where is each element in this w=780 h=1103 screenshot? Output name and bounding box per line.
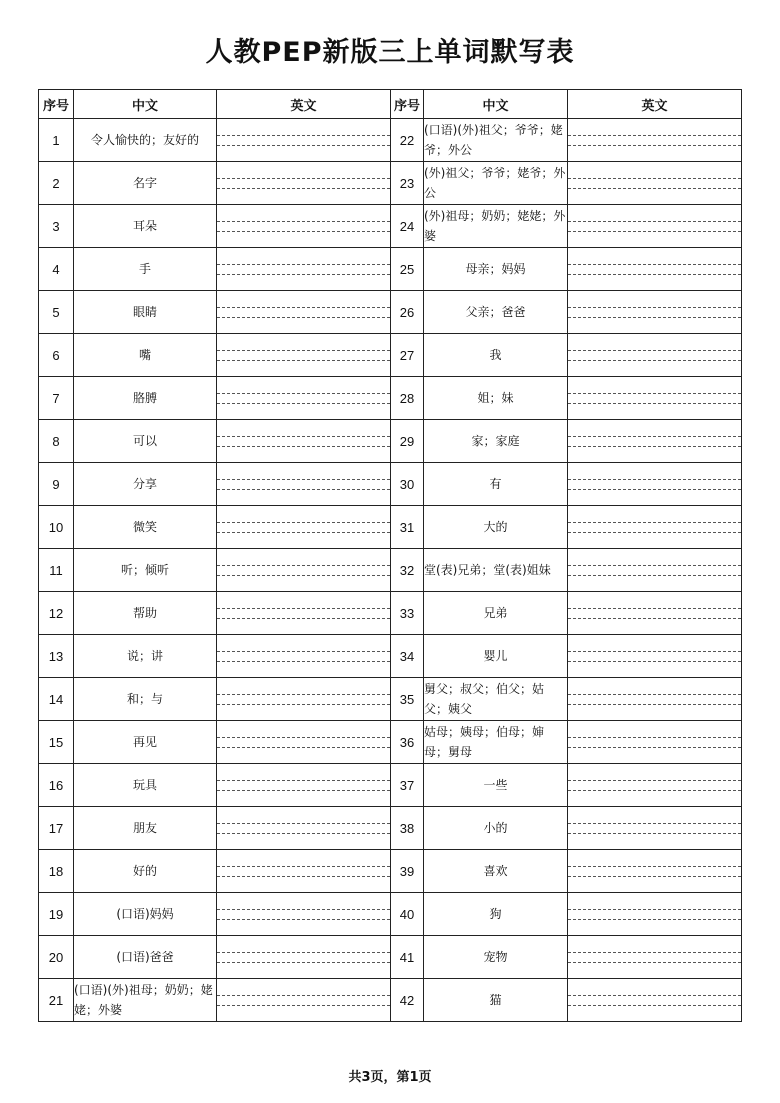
chinese-meaning: 分享 (74, 463, 217, 506)
chinese-meaning: 喜欢 (424, 850, 568, 893)
chinese-meaning: 姑母；姨母；伯母；婶母；舅母 (424, 721, 568, 764)
answer-line (217, 952, 390, 953)
chinese-meaning: 玩具 (74, 764, 217, 807)
english-answer-field[interactable] (217, 205, 391, 248)
answer-line (217, 221, 390, 222)
row-number: 14 (39, 678, 74, 721)
answer-line (568, 350, 741, 351)
chinese-meaning: 兄弟 (424, 592, 568, 635)
chinese-meaning: 嘴 (74, 334, 217, 377)
answer-line (217, 919, 390, 920)
answer-line (568, 833, 741, 834)
answer-line (217, 747, 390, 748)
header-chinese-left: 中文 (74, 90, 217, 119)
english-answer-field[interactable] (568, 248, 742, 291)
row-number: 21 (39, 979, 74, 1022)
answer-line (568, 479, 741, 480)
english-answer-field[interactable] (217, 463, 391, 506)
english-answer-field[interactable] (217, 334, 391, 377)
answer-line (568, 866, 741, 867)
english-answer-field[interactable] (568, 678, 742, 721)
row-number: 10 (39, 506, 74, 549)
row-number: 17 (39, 807, 74, 850)
answer-line (568, 780, 741, 781)
chinese-meaning: (口语)(外)祖母；奶奶；姥姥；外婆 (74, 979, 217, 1022)
answer-line (217, 317, 390, 318)
chinese-meaning: 我 (424, 334, 568, 377)
row-number: 35 (391, 678, 424, 721)
chinese-meaning: 宠物 (424, 936, 568, 979)
row-number: 38 (391, 807, 424, 850)
answer-line (568, 145, 741, 146)
table-row (39, 592, 742, 635)
chinese-meaning: 胳膊 (74, 377, 217, 420)
table-row (39, 162, 742, 205)
table-header-row (39, 90, 742, 119)
answer-line (568, 608, 741, 609)
table-row (39, 678, 742, 721)
answer-line (217, 962, 390, 963)
english-answer-field[interactable] (568, 549, 742, 592)
table-row (39, 119, 742, 162)
row-number: 39 (391, 850, 424, 893)
answer-line (217, 565, 390, 566)
answer-line (217, 446, 390, 447)
row-number: 36 (391, 721, 424, 764)
chinese-meaning: 帮助 (74, 592, 217, 635)
english-answer-field[interactable] (217, 549, 391, 592)
answer-line (217, 350, 390, 351)
chinese-meaning: (外)祖母；奶奶；姥姥；外婆 (424, 205, 568, 248)
row-number: 37 (391, 764, 424, 807)
row-number: 41 (391, 936, 424, 979)
english-answer-field[interactable] (217, 248, 391, 291)
header-english-left: 英文 (217, 90, 391, 119)
header-num-left: 序号 (39, 90, 74, 119)
table-row (39, 463, 742, 506)
answer-line (217, 823, 390, 824)
answer-line (217, 264, 390, 265)
english-answer-field[interactable] (568, 764, 742, 807)
table-row (39, 377, 742, 420)
answer-line (217, 780, 390, 781)
row-number: 32 (391, 549, 424, 592)
answer-line (217, 866, 390, 867)
table-row (39, 893, 742, 936)
row-number: 8 (39, 420, 74, 463)
answer-line (568, 393, 741, 394)
chinese-meaning: 朋友 (74, 807, 217, 850)
answer-line (568, 737, 741, 738)
answer-line (568, 952, 741, 953)
table-row (39, 850, 742, 893)
english-answer-field[interactable] (217, 721, 391, 764)
chinese-meaning: 耳朵 (74, 205, 217, 248)
answer-line (568, 694, 741, 695)
answer-line (568, 962, 741, 963)
answer-line (568, 135, 741, 136)
row-number: 23 (391, 162, 424, 205)
answer-line (568, 575, 741, 576)
answer-line (217, 661, 390, 662)
row-number: 42 (391, 979, 424, 1022)
answer-line (217, 393, 390, 394)
english-answer-field[interactable] (217, 162, 391, 205)
row-number: 9 (39, 463, 74, 506)
english-answer-field[interactable] (568, 291, 742, 334)
chinese-meaning: (口语)(外)祖父；爷爷；姥爷；外公 (424, 119, 568, 162)
answer-line (217, 522, 390, 523)
row-number: 11 (39, 549, 74, 592)
answer-line (568, 446, 741, 447)
english-answer-field[interactable] (568, 162, 742, 205)
table-row (39, 635, 742, 678)
row-number: 29 (391, 420, 424, 463)
english-answer-field[interactable] (217, 936, 391, 979)
answer-line (217, 694, 390, 695)
chinese-meaning: 家；家庭 (424, 420, 568, 463)
answer-line (568, 274, 741, 275)
table-row (39, 334, 742, 377)
english-answer-field[interactable] (568, 721, 742, 764)
row-number: 27 (391, 334, 424, 377)
answer-line (568, 221, 741, 222)
answer-line (217, 618, 390, 619)
answer-line (217, 479, 390, 480)
chinese-meaning: 狗 (424, 893, 568, 936)
answer-line (568, 403, 741, 404)
english-answer-field[interactable] (568, 979, 742, 1022)
row-number: 24 (391, 205, 424, 248)
chinese-meaning: 再见 (74, 721, 217, 764)
answer-line (568, 704, 741, 705)
answer-line (568, 264, 741, 265)
row-number: 4 (39, 248, 74, 291)
chinese-meaning: 和；与 (74, 678, 217, 721)
row-number: 7 (39, 377, 74, 420)
chinese-meaning: 小的 (424, 807, 568, 850)
header-english-right: 英文 (568, 90, 742, 119)
answer-line (217, 737, 390, 738)
english-answer-field[interactable] (217, 850, 391, 893)
answer-line (568, 651, 741, 652)
answer-line (568, 532, 741, 533)
answer-line (217, 909, 390, 910)
chinese-meaning: 父亲；爸爸 (424, 291, 568, 334)
chinese-meaning: 有 (424, 463, 568, 506)
answer-line (217, 995, 390, 996)
table-row (39, 506, 742, 549)
english-answer-field[interactable] (217, 119, 391, 162)
chinese-meaning: 令人愉快的；友好的 (74, 119, 217, 162)
answer-line (217, 178, 390, 179)
answer-line (217, 575, 390, 576)
answer-line (217, 145, 390, 146)
answer-line (217, 436, 390, 437)
answer-line (217, 403, 390, 404)
chinese-meaning: 婴儿 (424, 635, 568, 678)
english-answer-field[interactable] (568, 807, 742, 850)
chinese-meaning: 微笑 (74, 506, 217, 549)
answer-line (568, 995, 741, 996)
row-number: 18 (39, 850, 74, 893)
row-number: 16 (39, 764, 74, 807)
row-number: 3 (39, 205, 74, 248)
answer-line (217, 1005, 390, 1006)
answer-line (217, 274, 390, 275)
answer-line (568, 747, 741, 748)
table-row (39, 549, 742, 592)
english-answer-field[interactable] (568, 377, 742, 420)
row-number: 26 (391, 291, 424, 334)
table-row (39, 807, 742, 850)
answer-line (568, 489, 741, 490)
answer-line (217, 532, 390, 533)
row-number: 40 (391, 893, 424, 936)
chinese-meaning: 一些 (424, 764, 568, 807)
english-answer-field[interactable] (568, 205, 742, 248)
english-answer-field[interactable] (217, 678, 391, 721)
row-number: 2 (39, 162, 74, 205)
answer-line (217, 231, 390, 232)
english-answer-field[interactable] (568, 635, 742, 678)
answer-line (217, 704, 390, 705)
row-number: 13 (39, 635, 74, 678)
row-number: 20 (39, 936, 74, 979)
chinese-meaning: 好的 (74, 850, 217, 893)
answer-line (568, 1005, 741, 1006)
chinese-meaning: 猫 (424, 979, 568, 1022)
table-row (39, 291, 742, 334)
english-answer-field[interactable] (568, 592, 742, 635)
answer-line (217, 608, 390, 609)
english-answer-field[interactable] (217, 291, 391, 334)
header-num-right: 序号 (391, 90, 424, 119)
row-number: 12 (39, 592, 74, 635)
row-number: 30 (391, 463, 424, 506)
english-answer-field[interactable] (217, 592, 391, 635)
row-number: 19 (39, 893, 74, 936)
page-number: 共3页，第1页 (348, 1070, 432, 1085)
chinese-meaning: 堂(表)兄弟；堂(表)姐妹 (424, 549, 568, 592)
answer-line (568, 231, 741, 232)
answer-line (568, 360, 741, 361)
answer-line (568, 618, 741, 619)
answer-line (568, 317, 741, 318)
english-answer-field[interactable] (217, 635, 391, 678)
answer-line (217, 307, 390, 308)
answer-line (568, 876, 741, 877)
chinese-meaning: 姐；妹 (424, 377, 568, 420)
chinese-meaning: 名字 (74, 162, 217, 205)
vocabulary-table (38, 89, 742, 1022)
table-row (39, 979, 742, 1022)
row-number: 1 (39, 119, 74, 162)
chinese-meaning: 眼睛 (74, 291, 217, 334)
chinese-meaning: 听；倾听 (74, 549, 217, 592)
table-row (39, 420, 742, 463)
header-chinese-right: 中文 (424, 90, 568, 119)
answer-line (568, 565, 741, 566)
english-answer-field[interactable] (568, 850, 742, 893)
answer-line (568, 178, 741, 179)
answer-line (217, 489, 390, 490)
answer-line (217, 360, 390, 361)
table-row (39, 721, 742, 764)
english-answer-field[interactable] (217, 764, 391, 807)
chinese-meaning: (口语)妈妈 (74, 893, 217, 936)
table-row (39, 205, 742, 248)
english-answer-field[interactable] (568, 420, 742, 463)
row-number: 33 (391, 592, 424, 635)
english-answer-field[interactable] (217, 506, 391, 549)
row-number: 5 (39, 291, 74, 334)
chinese-meaning: 母亲；妈妈 (424, 248, 568, 291)
english-answer-field[interactable] (568, 936, 742, 979)
row-number: 22 (391, 119, 424, 162)
row-number: 25 (391, 248, 424, 291)
row-number: 31 (391, 506, 424, 549)
english-answer-field[interactable] (568, 893, 742, 936)
chinese-meaning: 可以 (74, 420, 217, 463)
chinese-meaning: 舅父；叔父；伯父；姑父；姨父 (424, 678, 568, 721)
chinese-meaning: 手 (74, 248, 217, 291)
row-number: 28 (391, 377, 424, 420)
english-answer-field[interactable] (217, 807, 391, 850)
answer-line (568, 909, 741, 910)
english-answer-field[interactable] (568, 119, 742, 162)
english-answer-field[interactable] (568, 334, 742, 377)
chinese-meaning: 说；讲 (74, 635, 217, 678)
answer-line (568, 188, 741, 189)
answer-line (568, 522, 741, 523)
chinese-meaning: 大的 (424, 506, 568, 549)
answer-line (568, 436, 741, 437)
chinese-meaning: (口语)爸爸 (74, 936, 217, 979)
answer-line (568, 790, 741, 791)
english-answer-field[interactable] (217, 420, 391, 463)
answer-line (217, 651, 390, 652)
english-answer-field[interactable] (217, 893, 391, 936)
answer-line (568, 661, 741, 662)
english-answer-field[interactable] (568, 506, 742, 549)
answer-line (217, 135, 390, 136)
english-answer-field[interactable] (217, 377, 391, 420)
chinese-meaning: (外)祖父；爷爷；姥爷；外公 (424, 162, 568, 205)
answer-line (217, 790, 390, 791)
answer-line (217, 876, 390, 877)
answer-line (568, 307, 741, 308)
answer-line (568, 919, 741, 920)
row-number: 6 (39, 334, 74, 377)
table-row (39, 248, 742, 291)
table-row (39, 764, 742, 807)
answer-line (568, 823, 741, 824)
page-title: 人教PEP新版三上单词默写表 (205, 37, 575, 68)
row-number: 15 (39, 721, 74, 764)
english-answer-field[interactable] (568, 463, 742, 506)
english-answer-field[interactable] (217, 979, 391, 1022)
answer-line (217, 833, 390, 834)
row-number: 34 (391, 635, 424, 678)
table-row (39, 936, 742, 979)
answer-line (217, 188, 390, 189)
